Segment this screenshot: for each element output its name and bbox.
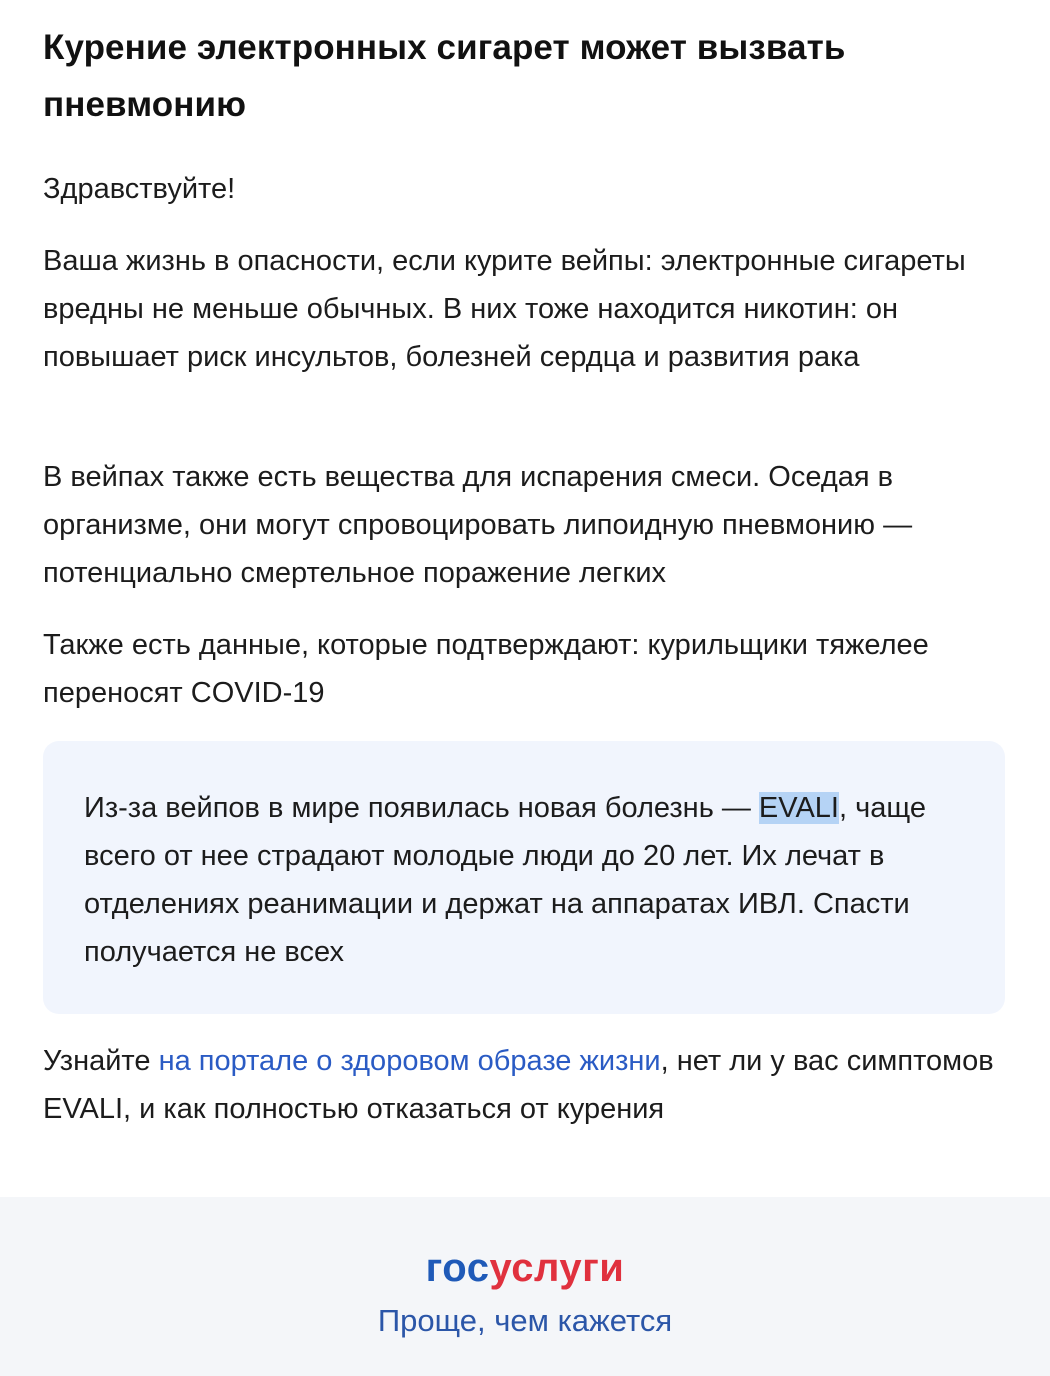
paragraph-covid: Также есть данные, которые подтверждают: курильщики тяжелее переносят COVID-19: [43, 629, 929, 709]
callout-text-before: Из-за вейпов в мире появилась новая болезнь —: [84, 792, 759, 824]
gosuslugi-logo[interactable]: [0, 1244, 1050, 1292]
paragraph-pneumonia: В вейпах также есть вещества для испарения смеси. Оседая в организме, они могут спровоцировать липоидную пневмонию — потенциально смертельное поражение легких: [43, 461, 913, 589]
footer-tagline: Проще, чем кажется: [377, 1303, 673, 1338]
callout-text: [84, 784, 974, 976]
callout-text-after: , чаще всего от нее страдают молодые люди до 20 лет. Их лечат в отделениях реанимации и держат на аппаратах ИВЛ. Спасти получается не всех: [84, 792, 926, 968]
footer: [0, 1197, 1050, 1376]
cta-text-before: Узнайте: [43, 1045, 159, 1077]
greeting: Здравствуйте!: [43, 173, 236, 205]
healthy-lifestyle-portal-link[interactable]: на портале о здоровом образе жизни: [158, 1045, 661, 1077]
cta-text-after: , нет ли у вас симптомов EVALI, и как полностью отказаться от курения: [43, 1045, 994, 1125]
logo-part-gos: гос: [425, 1246, 490, 1290]
cta-paragraph: [43, 1037, 1008, 1133]
paragraph-nicotine: Ваша жизнь в опасности, если курите вейпы: электронные сигареты вредны не меньше обычных. В них тоже находится никотин: он повышает риск инсультов, болезней сердца и развития рака: [43, 245, 966, 373]
email-title: Курение электронных сигарет может вызвать пневмонию: [43, 28, 846, 124]
evali-callout: [43, 741, 1005, 1014]
selected-text-evali[interactable]: EVALI: [758, 792, 839, 824]
logo-part-uslugi: услуги: [489, 1246, 625, 1290]
